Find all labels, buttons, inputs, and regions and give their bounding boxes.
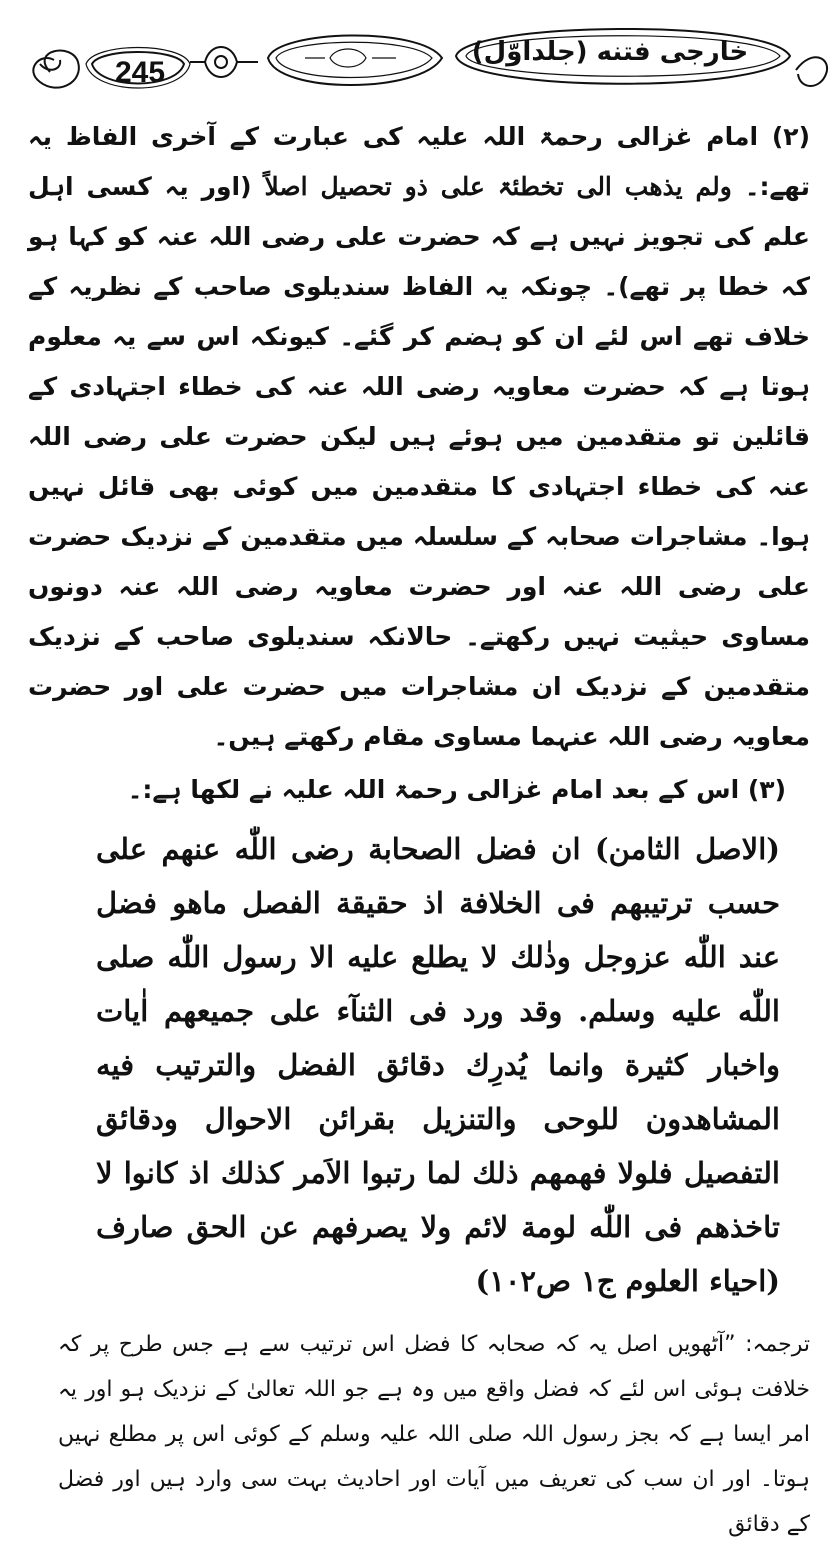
- arabic-quotation: (الاصل الثامن) ان فضل الصحابة رضی اللّٰه عنهم علی حسب ترتیبهم فی الخلافة اذ حقیقة الفصل ماهو فضل عند اللّٰه عزوجل وذٰلك لا يطلع عليه الا رسول اللّٰه صلی اللّٰه علیه وسلم. وقد ورد فی الثنآء علی جمیعهم اٰیات واخبار کثیرة وانما یُدرِك دقائق الفضل والترتیب فیه المشاهدون للوحی والتنزیل بقرائن الاحوال ودقائق التفصیل فلولا فهمهم ذلك لما رتبوا الاَمر كذلك اذ كانوا لا تاخذهم فی اللّٰه لومة لائم ولا یصرفهم عن الحق صارف (احیاء العلوم ج۱ ص۱۰۲): [96, 832, 780, 1298]
- page-number: 245: [114, 56, 166, 89]
- paragraph-2-body: (اور یہ کسی اہل علم کی تجویز نہیں ہے کہ حضرت علی رضی اللہ عنہ کو کہا ہو کہ خطا پر تھے)۔ چونکہ یہ الفاظ سندیلوی صاحب کے نظریہ کے خلاف تھے اس لئے ان کو ہضم کر گئے۔ کیونکہ اس سے یہ معلوم ہوتا ہے کہ حضرت معاویہ رضی اللہ عنہ کی خطاء اجتہادی کے قائلین تو متقدمین میں ہوئے ہیں لیکن حضرت علی رضی اللہ عنہ کی خطاء اجتہادی کا متقدمین میں کوئی بھی قائل نہیں ہوا۔ مشاجرات صحابہ کے سلسلہ میں متقدمین کے نزدیک حضرت علی رضی اللہ عنہ اور حضرت معاویہ رضی اللہ عنہ دونوں مساوی حیثیت نہیں رکھتے۔ حالانکہ سندیلوی صاحب کے نزدیک متقدمین کے نزدیک ان مشاجرات میں حضرت علی اور حضرت معاویہ رضی اللہ عنہما مساوی مقام رکھتے ہیں۔: [28, 172, 810, 751]
- paragraph-2-intro: (۲) امام غزالی رحمۃ اللہ علیہ کی عبارت کے آخری الفاظ یہ تھے:۔: [28, 122, 810, 201]
- arabic-inline-quote: ولم یذھب الی تخطئۃ علی ذو تحصیل اصلاً: [264, 172, 732, 201]
- book-title: خارجی فتنه (جلداوّل): [471, 37, 749, 67]
- page-header: [0, 0, 840, 110]
- translation-paragraph: ترجمہ: ”آٹھویں اصل یہ کہ صحابہ کا فضل اس ترتیب سے ہے جس طرح پر کہ خلافت ہوئی اس لئے کہ فضل واقع میں وہ ہے جو اللہ تعالیٰ کے نزدیک ہو اور یہ امر ایسا ہے کہ بجز رسول اللہ صلی اللہ علیہ وسلم کے کوئی اس پر مطلع نہیں ہوتا۔ اور ان سب کی تعریف میں آیات اور احادیث بہت سی وارد ہیں اور فضل کے دقائق: [58, 1332, 810, 1537]
- paragraph-3-intro: (۳) اس کے بعد امام غزالی رحمۃ اللہ علیہ نے لکھا ہے:۔: [127, 775, 786, 804]
- paragraph-2: [28, 112, 810, 762]
- page-body: [28, 112, 810, 1547]
